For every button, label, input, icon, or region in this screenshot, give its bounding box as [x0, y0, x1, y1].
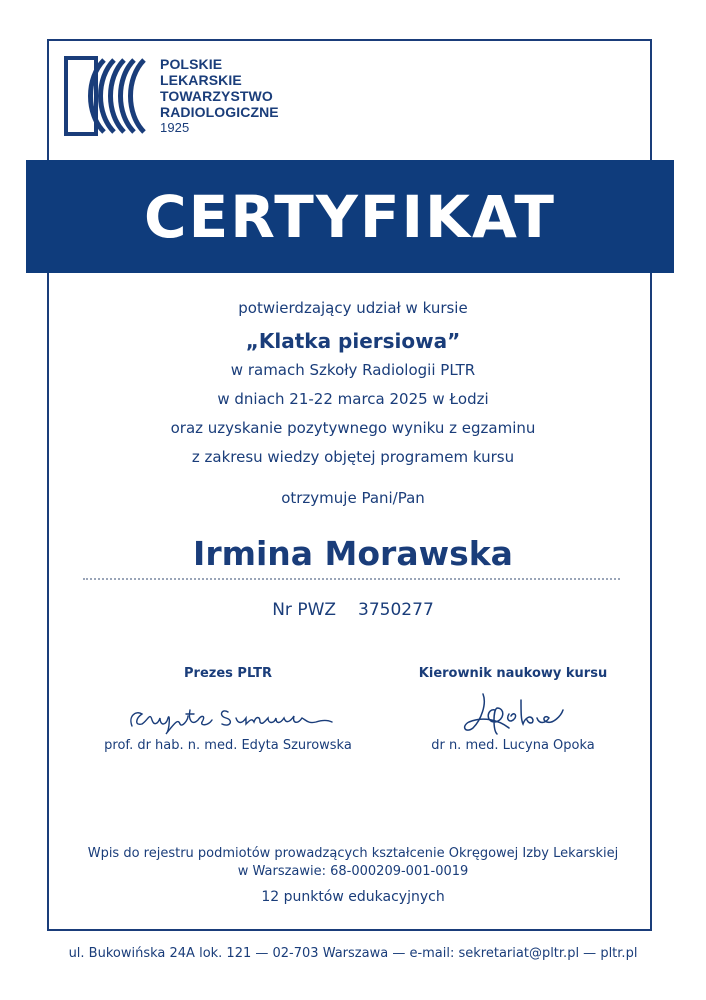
certificate-title: CERTYFIKAT — [144, 182, 556, 251]
register-line: Wpis do rejestru podmiotów prowadzących kształcenie Okręgowej Izby Lekarskiej — [87, 846, 619, 861]
recipient-label: otrzymuje Pani/Pan — [281, 489, 425, 507]
handwritten-signature-president — [118, 690, 338, 736]
name-dotted-line — [83, 578, 620, 580]
org-name-line: LEKARSKIE — [160, 72, 242, 88]
body-line-scope: z zakresu wiedzy objętej programem kursu — [191, 448, 515, 466]
signature-role: Kierownik naukowy kursu — [418, 666, 608, 681]
body-line-school: w ramach Szkoły Radiologii PLTR — [230, 361, 476, 379]
signer-name: dr n. med. Lucyna Opoka — [431, 738, 595, 753]
signature-role: Prezes PLTR — [184, 666, 272, 681]
signature-block-president — [78, 664, 378, 753]
pwz-number: 3750277 — [358, 600, 434, 620]
signature-block-director — [363, 664, 663, 753]
certificate-body — [0, 294, 706, 513]
register-number-line: w Warszawie: 68-000209-001-0019 — [237, 864, 469, 879]
pwz-row — [0, 600, 706, 620]
pltr-logo-icon — [64, 56, 148, 136]
footer-address: ul. Bukowińska 24A lok. 121 — 02-703 Warszawa — e-mail: sekretariat@pltr.pl — pltr.pl — [68, 946, 638, 961]
title-banner — [26, 160, 674, 273]
recipient-name: Irmina Morawska — [193, 534, 513, 573]
pwz-label: Nr PWZ — [272, 600, 337, 620]
org-name — [160, 56, 279, 136]
body-line-dates: w dniach 21-22 marca 2025 w Łodzi — [217, 390, 489, 408]
org-name-line: RADIOLOGICZNE — [160, 104, 279, 120]
body-line-confirm: potwierdzający udział w kursie — [238, 299, 468, 317]
handwritten-signature-director — [443, 690, 583, 736]
register-info — [0, 845, 706, 881]
org-name-line: TOWARZYSTWO — [160, 88, 273, 104]
org-logo — [64, 56, 279, 136]
org-founding-year: 1925 — [160, 120, 190, 135]
org-name-line: POLSKIE — [160, 56, 223, 72]
signer-name: prof. dr hab. n. med. Edyta Szurowska — [104, 738, 352, 753]
education-points: 12 punktów edukacyjnych — [261, 889, 445, 905]
body-line-exam: oraz uzyskanie pozytywnego wyniku z egzaminu — [170, 419, 536, 437]
course-title: „Klatka piersiowa” — [245, 329, 461, 353]
